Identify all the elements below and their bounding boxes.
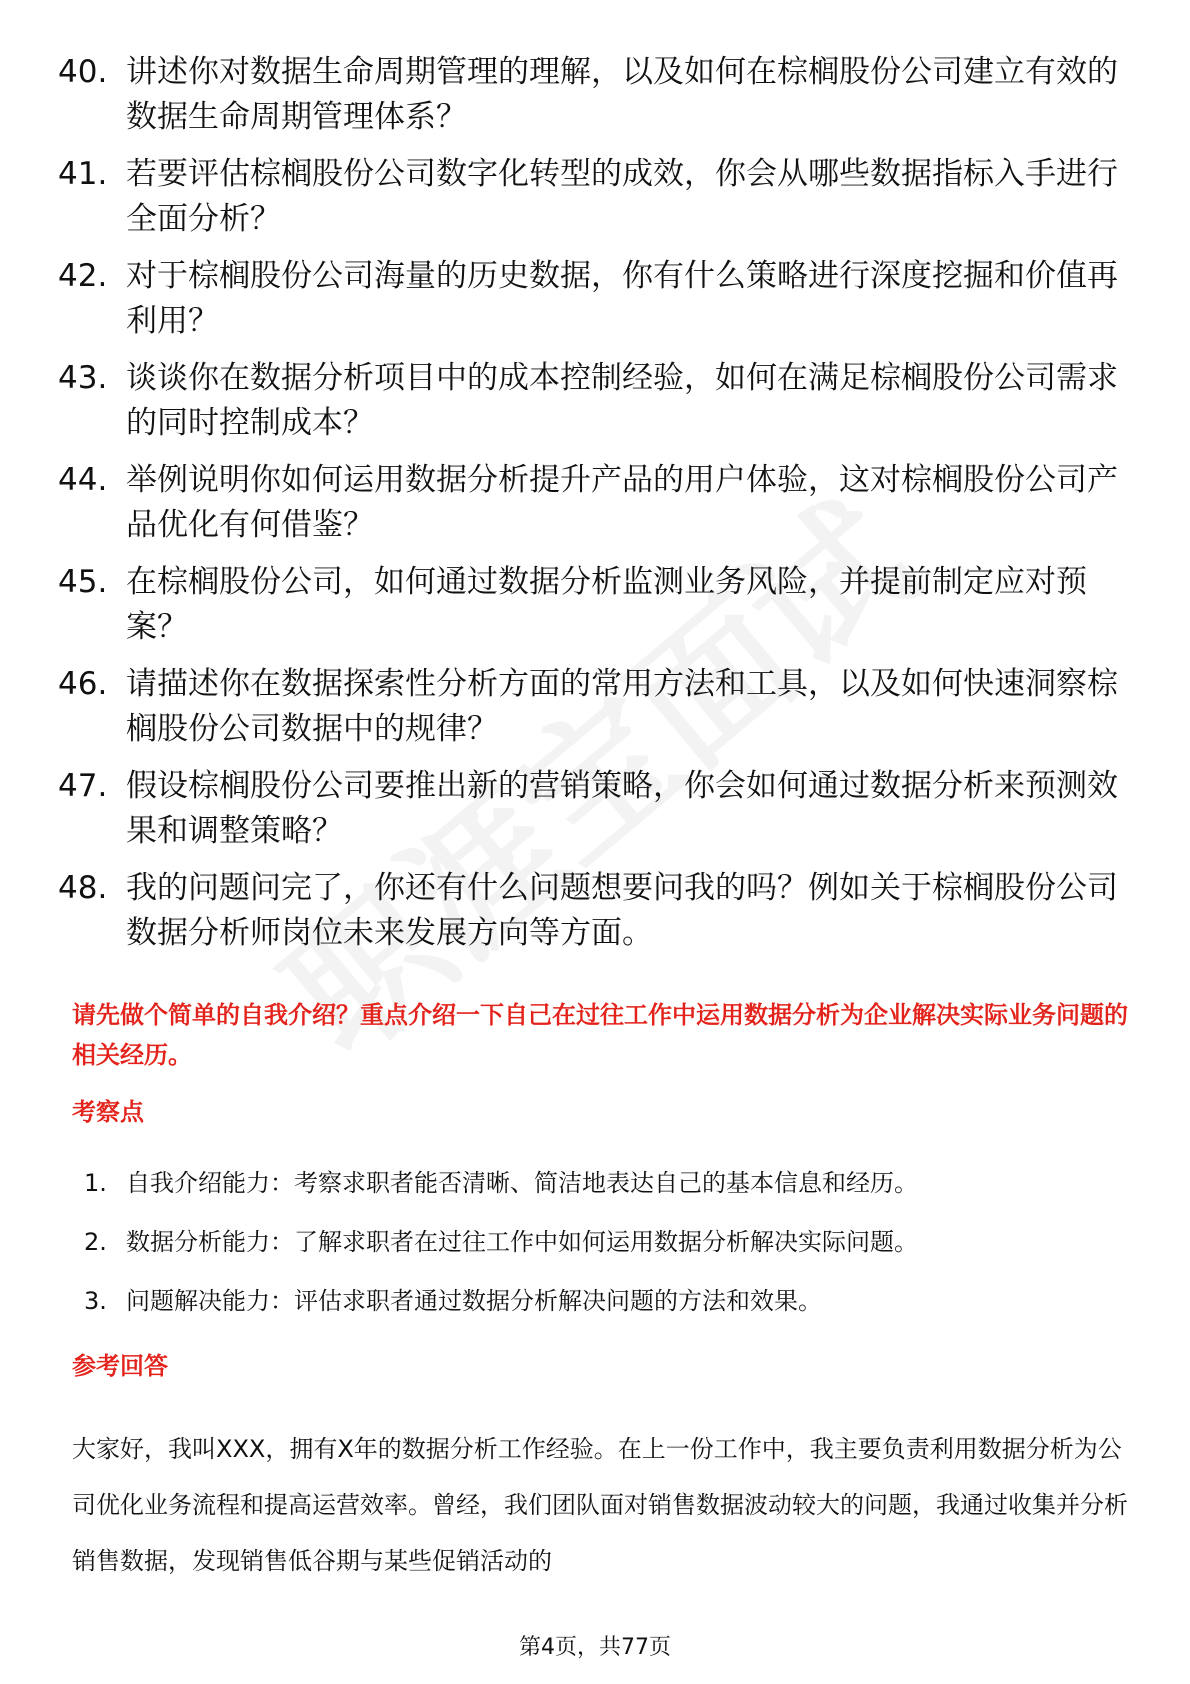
question-item (58, 356, 1118, 446)
question-number: 40. (58, 54, 108, 90)
question-text: 举例说明你如何运用数据分析提升产品的用户体验，这对棕榈股份公司产品优化有何借鉴？ (126, 462, 1118, 543)
point-item (84, 1165, 1124, 1201)
point-number: 2. (84, 1228, 107, 1256)
question-list (58, 50, 1118, 968)
question-item (58, 254, 1118, 344)
page-footer: 第4页，共77页 (519, 1635, 671, 1660)
question-text: 假设棕榈股份公司要推出新的营销策略，你会如何通过数据分析来预测效果和调整策略？ (126, 768, 1118, 849)
point-text: 数据分析能力：了解求职者在过往工作中如何运用数据分析解决实际问题。 (126, 1228, 918, 1256)
point-number: 3. (84, 1287, 107, 1315)
question-item (58, 50, 1118, 140)
question-text: 谈谈你在数据分析项目中的成本控制经验，如何在满足棕榈股份公司需求的同时控制成本？ (126, 360, 1118, 441)
question-number: 46. (58, 666, 108, 702)
answer-paragraph: 大家好，我叫XXX，拥有X年的数据分析工作经验。在上一份工作中，我主要负责利用数据分析为公司优化业务流程和提高运营效率。曾经，我们团队面对销售数据波动较大的问题，我通过收集并分析销售数据，发现销售低谷期与某些促销活动的 (72, 1435, 1128, 1575)
question-item (58, 152, 1118, 242)
question-text: 若要评估棕榈股份公司数字化转型的成效，你会从哪些数据指标入手进行全面分析？ (126, 156, 1118, 237)
question-number: 44. (58, 462, 108, 498)
point-item (84, 1224, 1124, 1260)
point-text: 问题解决能力：评估求职者通过数据分析解决问题的方法和效果。 (126, 1287, 822, 1315)
points-list (84, 1165, 1124, 1342)
question-item (58, 662, 1118, 752)
points-heading: 考察点 (72, 1098, 144, 1126)
answer-heading: 参考回答 (72, 1352, 168, 1380)
question-number: 45. (58, 564, 108, 600)
point-number: 1. (84, 1169, 107, 1197)
question-text: 请描述你在数据探索性分析方面的常用方法和工具，以及如何快速洞察棕榈股份公司数据中的规律？ (126, 666, 1118, 747)
question-number: 43. (58, 360, 108, 396)
question-item (58, 764, 1118, 854)
question-text: 在棕榈股份公司，如何通过数据分析监测业务风险，并提前制定应对预案？ (126, 564, 1087, 645)
point-item (84, 1283, 1124, 1319)
question-number: 42. (58, 258, 108, 294)
question-number: 47. (58, 768, 108, 804)
question-text: 对于棕榈股份公司海量的历史数据，你有什么策略进行深度挖掘和价值再利用？ (126, 258, 1118, 339)
question-item (58, 458, 1118, 548)
main-question: 请先做个简单的自我介绍？重点介绍一下自己在过往工作中运用数据分析为企业解决实际业务问题的相关经历。 (72, 1001, 1128, 1069)
question-number: 48. (58, 870, 108, 906)
question-text: 我的问题问完了，你还有什么问题想要问我的吗？例如关于棕榈股份公司数据分析师岗位未来发展方向等方面。 (126, 870, 1118, 951)
question-text: 讲述你对数据生命周期管理的理解，以及如何在棕榈股份公司建立有效的数据生命周期管理体系？ (126, 54, 1118, 135)
point-text: 自我介绍能力：考察求职者能否清晰、简洁地表达自己的基本信息和经历。 (126, 1169, 918, 1197)
question-item (58, 866, 1118, 956)
question-number: 41. (58, 156, 108, 192)
question-item (58, 560, 1118, 650)
